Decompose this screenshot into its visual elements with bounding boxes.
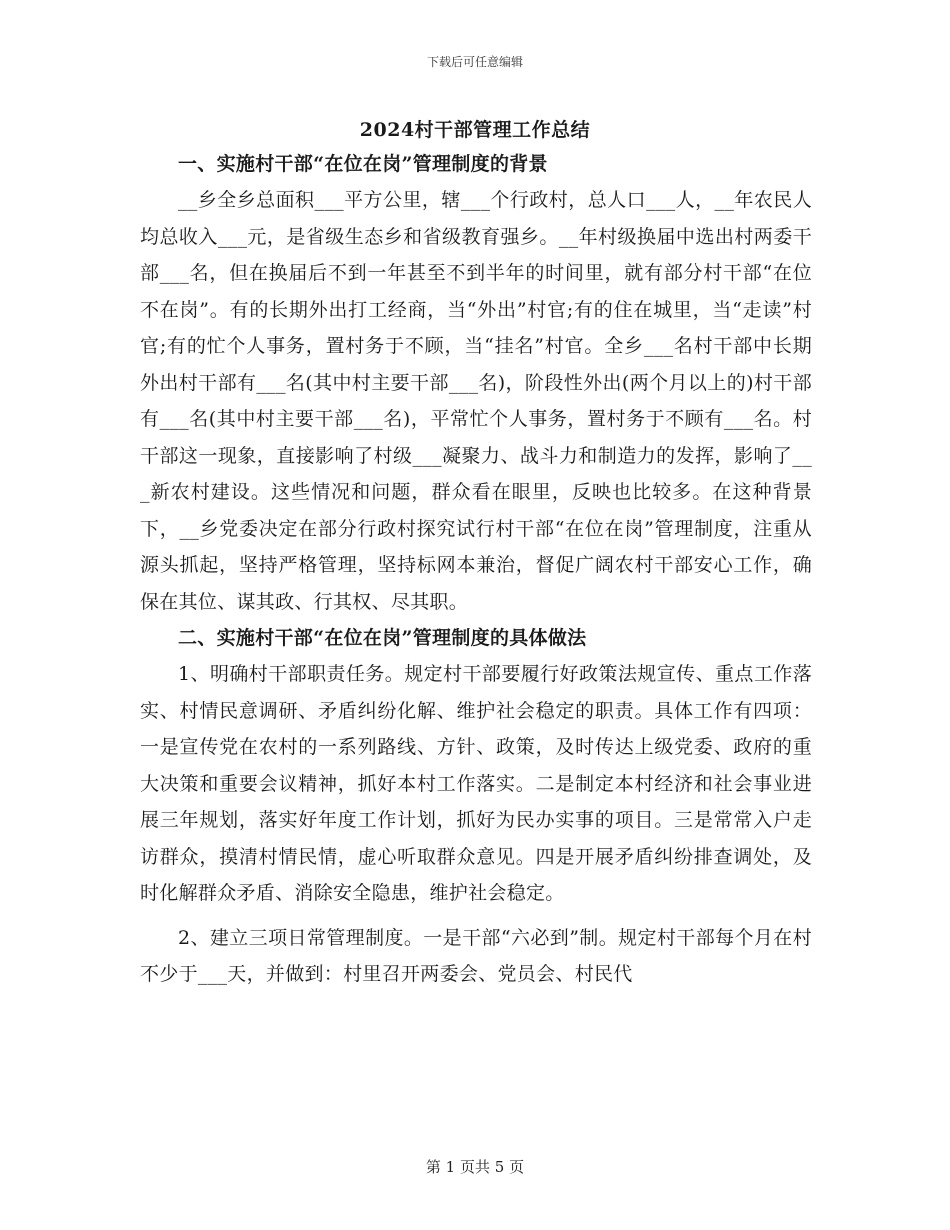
- header-note: 下载后可任意编辑: [426, 55, 523, 69]
- section-paragraph-2-2: 2、建立三项日常管理制度。一是干部“六必到”制。规定村干部每个月在村不少于___天，并做到：村里召开两委会、党员会、村民代: [140, 926, 812, 985]
- page-number-footer: 第 1 页共 5 页: [425, 1158, 525, 1176]
- section-paragraph-1: __乡全乡总面积___平方公里，辖___个行政村，总人口___人，__年农民人均总收入___元，是省级生态乡和省级教育强乡。__年村级换届中选出村两委干部___名，但在换届后不到一年甚至不到半年的时间里，就有部分村干部“在位不在岗”。有的长期外出打工经商，当“外出”村官;有的住在城里，当“走读”村官;有的忙个人事务，置村务于不顾，当“挂名”村官。全乡___名村干部中长期外出村干部有___名(其中村主要干部___名)，阶段性外出(两个月以上的)村干部有___名(其中村主要干部___名)，平常忙个人事务，置村务于不顾有___名。村干部这一现象，直接影响了村级___凝聚力、战斗力和制造力的发挥，影响了___新农村建设。这些情况和问题，群众看在眼里，反映也比较多。在这种背景下，__乡党委决定在部分行政村探究试行村干部“在位在岗”管理制度，注重从源头抓起，坚持严格管理，坚持标网本兼治，督促广阔农村干部安心工作，确保在其位、谋其政、行其权、尽其职。: [140, 189, 812, 613]
- document-body: [140, 146, 812, 993]
- section-heading-1: 一、实施村干部“在位在岗”管理制度的背景: [178, 153, 548, 175]
- document-title: 2024村干部管理工作总结: [359, 119, 591, 141]
- section-paragraph-2-1: 1、明确村干部职责任务。规定村干部要履行好政策法规宣传、重点工作落实、村情民意调研、矛盾纠纷化解、维护社会稳定的职责。具体工作有四项：一是宣传党在农村的一系列路线、方针、政策，及时传达上级党委、政府的重大决策和重要会议精神，抓好本村工作落实。二是制定本村经济和社会事业进展三年规划，落实好年度工作计划，抓好为民办实事的项目。三是常常入户走访群众，摸清村情民情，虚心听取群众意见。四是开展矛盾纠纷排查调处，及时化解群众矛盾、消除安全隐患，维护社会稳定。: [140, 663, 812, 904]
- section-heading-2: 二、实施村干部“在位在岗”管理制度的具体做法: [178, 627, 587, 649]
